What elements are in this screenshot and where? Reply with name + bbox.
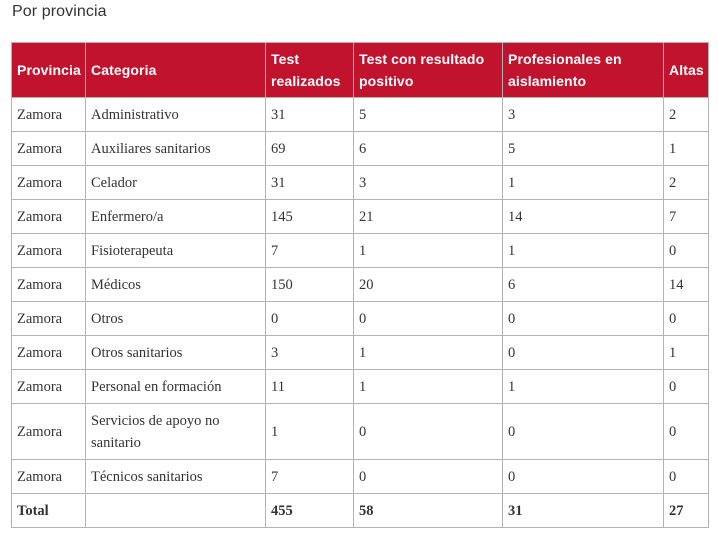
table-header-row [12, 43, 709, 98]
cell-test-realizados: 11 [266, 370, 354, 404]
cell-test-realizados: 31 [266, 166, 354, 200]
cell-provincia: Zamora [12, 268, 86, 302]
cell-test-realizados: 7 [266, 460, 354, 494]
cell-categoria: Auxiliares sanitarios [86, 132, 266, 166]
cell-test-positivo: 0 [354, 404, 503, 460]
cell-test-positivo: 6 [354, 132, 503, 166]
cell-test-realizados: 145 [266, 200, 354, 234]
cell-test-positivo: 1 [354, 370, 503, 404]
cell-aislamiento: 5 [503, 132, 664, 166]
cell-provincia: Zamora [12, 370, 86, 404]
cell-provincia: Zamora [12, 200, 86, 234]
cell-test-positivo: 5 [354, 98, 503, 132]
cell-aislamiento: 3 [503, 98, 664, 132]
column-header-test-realizados: Test realizados [266, 43, 354, 98]
cell-test-positivo: 21 [354, 200, 503, 234]
cell-altas: 0 [664, 234, 709, 268]
cell-test-positivo: 1 [354, 234, 503, 268]
section-heading: Por provincia [12, 3, 107, 20]
cell-categoria: Otros sanitarios [86, 336, 266, 370]
total-label: Total [12, 494, 86, 528]
data-table [11, 42, 709, 528]
cell-altas: 0 [664, 302, 709, 336]
table-row [12, 302, 709, 336]
cell-test-positivo: 20 [354, 268, 503, 302]
cell-altas: 1 [664, 132, 709, 166]
table-row [12, 404, 709, 460]
cell-provincia: Zamora [12, 404, 86, 460]
cell-altas: 0 [664, 460, 709, 494]
cell-aislamiento: 1 [503, 166, 664, 200]
cell-categoria: Administrativo [86, 98, 266, 132]
cell-test-positivo: 0 [354, 460, 503, 494]
cell-provincia: Zamora [12, 166, 86, 200]
column-header-provincia: Provincia [12, 43, 86, 98]
table-row [12, 336, 709, 370]
total-test-realizados: 455 [266, 494, 354, 528]
cell-altas: 0 [664, 404, 709, 460]
total-altas: 27 [664, 494, 709, 528]
table-row [12, 370, 709, 404]
cell-categoria: Técnicos sanitarios [86, 460, 266, 494]
cell-aislamiento: 6 [503, 268, 664, 302]
cell-aislamiento: 0 [503, 460, 664, 494]
cell-provincia: Zamora [12, 336, 86, 370]
cell-test-realizados: 31 [266, 98, 354, 132]
table-row [12, 234, 709, 268]
cell-aislamiento: 1 [503, 234, 664, 268]
cell-categoria: Servicios de apoyo no sanitario [86, 404, 266, 460]
cell-aislamiento: 0 [503, 336, 664, 370]
cell-test-realizados: 7 [266, 234, 354, 268]
cell-provincia: Zamora [12, 98, 86, 132]
cell-aislamiento: 1 [503, 370, 664, 404]
total-test-positivo: 58 [354, 494, 503, 528]
cell-test-positivo: 0 [354, 302, 503, 336]
total-categoria-empty [86, 494, 266, 528]
table-row [12, 166, 709, 200]
cell-altas: 14 [664, 268, 709, 302]
cell-categoria: Celador [86, 166, 266, 200]
cell-test-positivo: 1 [354, 336, 503, 370]
cell-categoria: Fisioterapeuta [86, 234, 266, 268]
column-header-categoria: Categoria [86, 43, 266, 98]
column-header-profesionales-aislamiento: Profesionales en aislamiento [503, 43, 664, 98]
cell-aislamiento: 0 [503, 404, 664, 460]
column-header-altas: Altas [664, 43, 709, 98]
table-row [12, 132, 709, 166]
cell-test-positivo: 3 [354, 166, 503, 200]
cell-altas: 1 [664, 336, 709, 370]
table-row [12, 200, 709, 234]
table-row [12, 460, 709, 494]
cell-altas: 7 [664, 200, 709, 234]
cell-altas: 2 [664, 98, 709, 132]
table-row [12, 98, 709, 132]
cell-provincia: Zamora [12, 234, 86, 268]
cell-test-realizados: 69 [266, 132, 354, 166]
cell-altas: 2 [664, 166, 709, 200]
cell-test-realizados: 1 [266, 404, 354, 460]
column-header-test-positivo: Test con resultado positivo [354, 43, 503, 98]
cell-provincia: Zamora [12, 132, 86, 166]
cell-categoria: Personal en formación [86, 370, 266, 404]
cell-provincia: Zamora [12, 460, 86, 494]
cell-aislamiento: 0 [503, 302, 664, 336]
cell-test-realizados: 150 [266, 268, 354, 302]
cell-test-realizados: 0 [266, 302, 354, 336]
cell-categoria: Médicos [86, 268, 266, 302]
cell-categoria: Enfermero/a [86, 200, 266, 234]
cell-altas: 0 [664, 370, 709, 404]
cell-provincia: Zamora [12, 302, 86, 336]
cell-categoria: Otros [86, 302, 266, 336]
total-aislamiento: 31 [503, 494, 664, 528]
table-total-row [12, 494, 709, 528]
table-row [12, 268, 709, 302]
cell-test-realizados: 3 [266, 336, 354, 370]
cell-aislamiento: 14 [503, 200, 664, 234]
